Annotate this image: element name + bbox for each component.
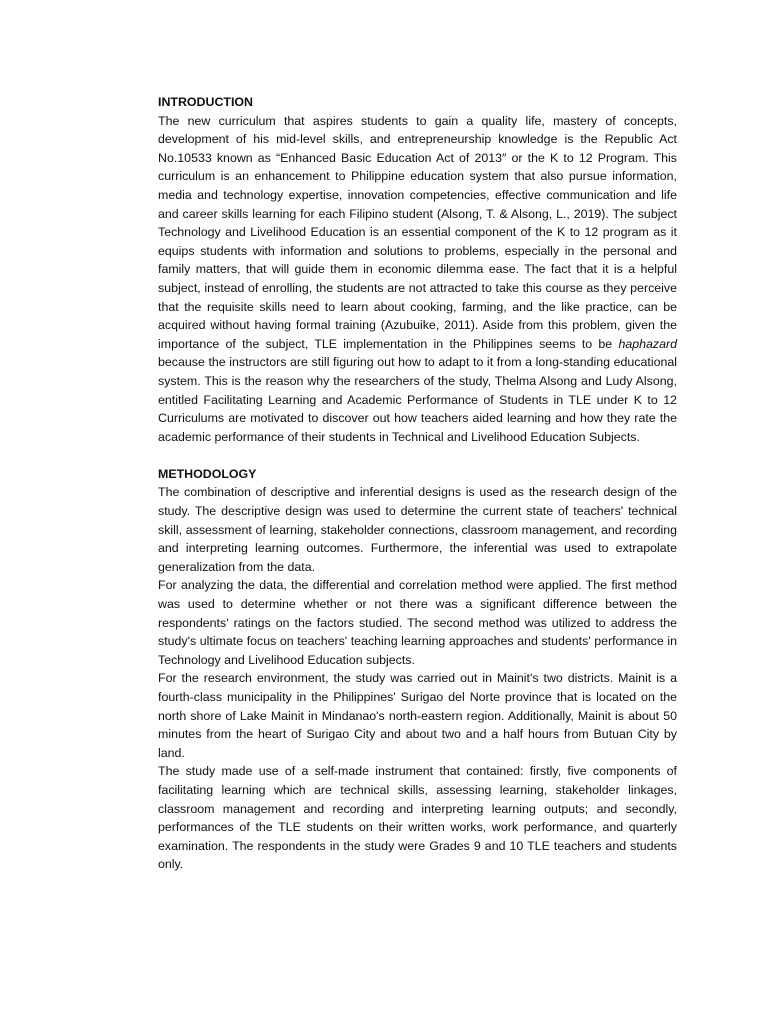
introduction-paragraph xyxy=(158,112,677,447)
methodology-paragraph-2: For analyzing the data, the differential and correlation method were applied. The first method was used to determine whether or not there was a significant difference between the respondents' ratings on the factors studied. The second method was utilized to address the study's ultimate focus on teachers' teaching learning approaches and students' performance in Technology and Livelihood Education subjects. xyxy=(158,578,677,667)
introduction-text-part2: because the instructors are still figuring out how to adapt to it from a long-standing educational system. This is the reason why the researchers of the study, Thelma Alsong and Ludy Alsong, entitled Facilitating Learning and Academic Performance of Students in TLE under K to 12 Curriculums are motivated to discover out how teachers aided learning and how they rate the academic performance of their students in Technical and Livelihood Education Subjects. xyxy=(158,355,677,444)
introduction-emphasis: haphazard xyxy=(618,336,677,351)
document-page xyxy=(158,93,677,874)
methodology-paragraph-3: For the research environment, the study was carried out in Mainit's two districts. Mainit is a fourth-class municipality in the Philippines' Surigao del Norte province that is located on the north shore of Lake Mainit in Mindanao's north-eastern region. Additionally, Mainit is about 50 minutes from the heart of Surigao City and about two and a half hours from Butuan City by land. xyxy=(158,671,677,760)
section-gap xyxy=(158,446,677,465)
introduction-text-part1: The new curriculum that aspires students to gain a quality life, mastery of concepts, development of his mid-level skills, and entrepreneurship knowledge is the Republic Act No.10533 known as “Enhanced Basic Education Act of 2013″ or the K to 12 Program. This curriculum is an enhancement to Philippine education system that also pursue information, media and technology expertise, innovation competencies, effective communication and life and career skills learning for each Filipino student (Alsong, T. & Alsong, L., 2019). The subject Technology and Livelihood Education is an essential component of the K to 12 program as it equips students with information and solutions to problems, especially in the personal and family matters, that will guide them in economic dilemma ease. The fact that it is a helpful subject, instead of enrolling, the students are not attracted to take this course as they perceive that the requisite skills need to learn about cooking, farming, and the like practice, can be acquired without having formal training (Azubuike, 2011). Aside from this problem, given the importance of the subject, TLE implementation in the Philippines seems to be xyxy=(158,113,677,351)
methodology-paragraph-4: The study made use of a self-made instrument that contained: firstly, five components of facilitating learning which are technical skills, assessing learning, stakeholder linkages, classroom management and recording and interpreting learning outputs; and secondly, performances of the TLE students on their written works, work performance, and quarterly examination. The respondents in the study were Grades 9 and 10 TLE teachers and students only. xyxy=(158,764,677,872)
methodology-paragraph-1: The combination of descriptive and inferential designs is used as the research design of the study. The descriptive design was used to determine the current state of teachers' technical skill, assessment of learning, stakeholder connections, classroom management, and recording and interpreting learning outcomes. Furthermore, the inferential was used to extrapolate generalization from the data. xyxy=(158,485,677,574)
introduction-heading: INTRODUCTION xyxy=(158,95,253,109)
methodology-heading: METHODOLOGY xyxy=(158,466,257,481)
